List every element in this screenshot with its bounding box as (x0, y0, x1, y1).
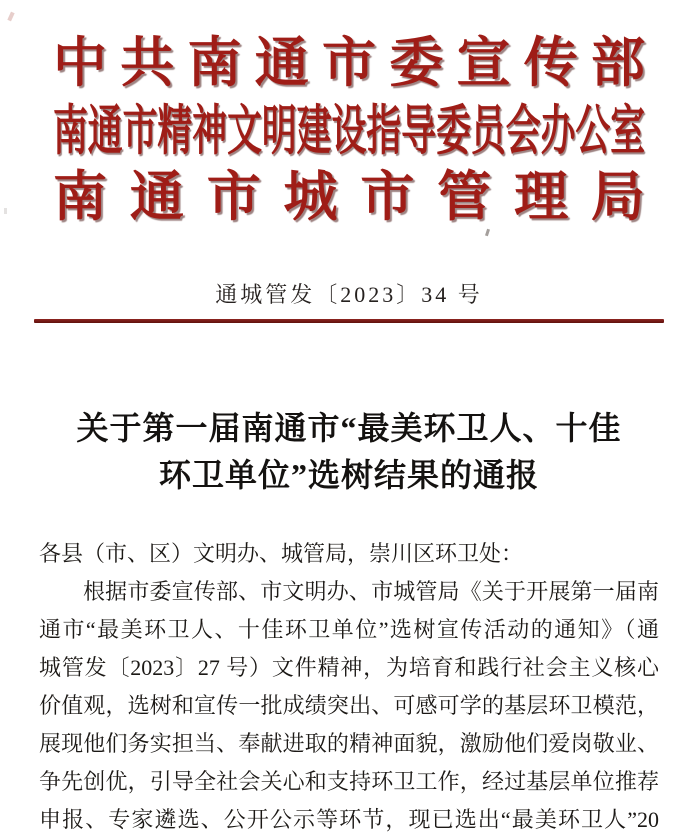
document-title (0, 405, 698, 499)
body-line: 价值观，选树和宣传一批成绩突出、可感可学的基层环卫模范， (39, 693, 659, 718)
title-line-1: 关于第一届南通市“最美环卫人、十佳 (76, 410, 622, 446)
document-letterhead (0, 0, 698, 230)
body-line: 申报、专家遴选、公开公示等环节，现已选出“最美环卫人”20 (39, 807, 659, 832)
body-line: 城管发〔2023〕27 号）文件精神，为培育和践行社会主义核心 (39, 655, 659, 680)
issuing-org-line-2-wrap (0, 98, 698, 164)
document-number: 通城管发〔2023〕34 号 (215, 282, 483, 307)
body-line: 根据市委宣传部、市文明办、市城管局《关于开展第一届南 (83, 579, 659, 604)
issuing-org-line-2: 南通市精神文明建设指导委员会办公室 (52, 101, 646, 161)
title-line-2: 环卫单位”选树结果的通报 (158, 457, 539, 493)
document-body (39, 535, 659, 834)
body-line: 展现他们务实担当、奉献进取的精神面貌，激励他们爱岗敬业、 (39, 731, 659, 756)
issuing-org-line-1: 中 共 南 通 市 委 宣 传 部 (53, 33, 645, 93)
salutation-line: 各县（市、区）文明办、城管局，崇川区环卫处： (39, 541, 524, 566)
red-separator-rule (34, 319, 664, 323)
body-line: 争先创优，引导全社会关心和支持环卫工作，经过基层单位推荐 (39, 769, 659, 794)
body-line: 通市“最美环卫人、十佳环卫单位”选树宣传活动的通知》（通 (39, 617, 659, 642)
issuing-org-line-3: 南 通 市 城 市 管 理 局 (53, 167, 645, 227)
